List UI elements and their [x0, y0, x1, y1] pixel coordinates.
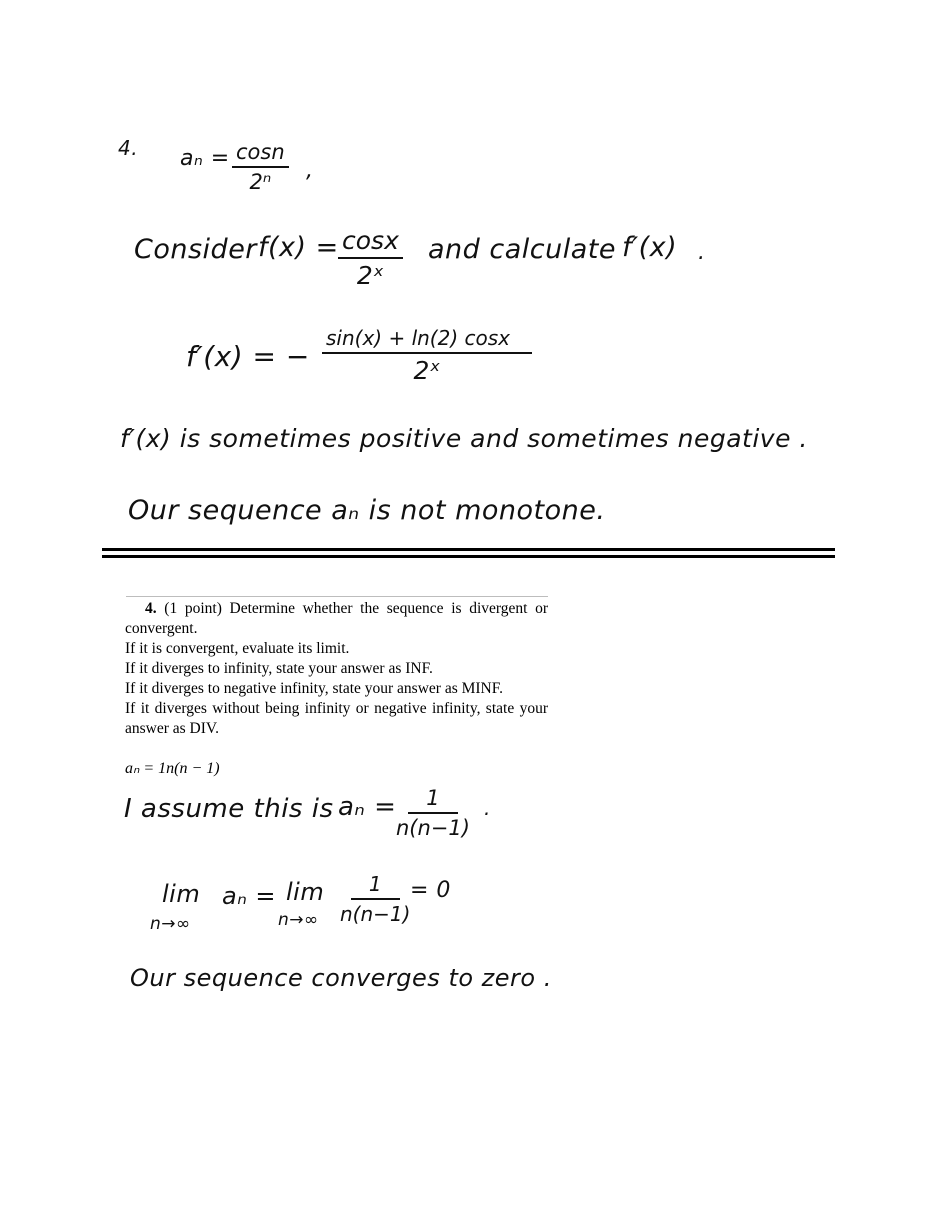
derivative-target: f′(x) [622, 232, 678, 263]
sequence-definition-lhs: aₙ = [180, 146, 230, 171]
derivative-numerator: sin(x) + ln(2) cosx [322, 326, 532, 354]
instruction-minf: If it diverges to negative infinity, state your answer as MINF. [125, 680, 503, 697]
function-denominator: 2ˣ [356, 261, 384, 290]
sequence-numerator: cosn [232, 140, 289, 168]
limit-denominator: n(n−1) [340, 902, 411, 926]
consider-word: Consider [134, 234, 257, 265]
assume-period: . [484, 796, 491, 820]
sequence-definition-fraction [232, 140, 289, 194]
limit-result: = 0 [410, 878, 451, 903]
instruction-convergent: If it is convergent, evaluate its limit. [125, 640, 350, 657]
and-calculate-text: and calculate [428, 234, 616, 265]
limit-word-2: lim [286, 878, 325, 906]
problem-question-text: Determine whether the sequence is divergent or convergent. [125, 600, 549, 637]
problem-points: (1 point) [164, 600, 222, 617]
derivative-denominator: 2ˣ [413, 356, 441, 385]
problem-number-handwritten: 4. [118, 136, 139, 160]
assume-fraction [396, 786, 470, 840]
sequence-formula: aₙ = 1n(n − 1) [125, 760, 220, 777]
assume-lhs: aₙ = [338, 792, 397, 822]
instruction-div: If it diverges without being infinity or negative infinity, state your answer as DIV. [125, 700, 548, 737]
limit-subscript-2: n→∞ [278, 910, 319, 930]
derivative-lhs: f′(x) = − [186, 340, 310, 373]
limit-numerator: 1 [351, 872, 400, 900]
sequence-comma: , [306, 158, 314, 183]
limit-word: lim [162, 880, 201, 908]
sequence-denominator: 2ⁿ [249, 170, 272, 194]
limit-sequence-lhs: aₙ = [222, 882, 277, 910]
not-monotone-text: Our sequence aₙ is not monotone. [128, 495, 606, 526]
problem-number: 4. [145, 600, 157, 617]
separator-rule-bottom [102, 555, 835, 558]
assume-text: I assume this is [124, 794, 334, 824]
problem-statement [125, 599, 548, 739]
function-fraction [338, 226, 403, 290]
assume-denominator: n(n−1) [396, 816, 470, 840]
function-lhs: f(x) = [258, 232, 339, 263]
assume-numerator: 1 [408, 786, 457, 814]
function-numerator: cosx [338, 226, 403, 259]
conclusion-text: Our sequence converges to zero . [130, 964, 552, 992]
problem-question [125, 599, 548, 639]
derivative-fraction [322, 326, 532, 385]
limit-subscript: n→∞ [150, 914, 191, 934]
instruction-inf: If it diverges to infinity, state your answer as INF. [125, 660, 433, 677]
problem-top-rule [126, 596, 548, 597]
separator-rule-top [102, 548, 835, 551]
period-mark: . [698, 240, 706, 265]
sometimes-positive-negative-text: f′(x) is sometimes positive and sometimes negative . [120, 424, 808, 453]
limit-fraction [340, 872, 410, 926]
